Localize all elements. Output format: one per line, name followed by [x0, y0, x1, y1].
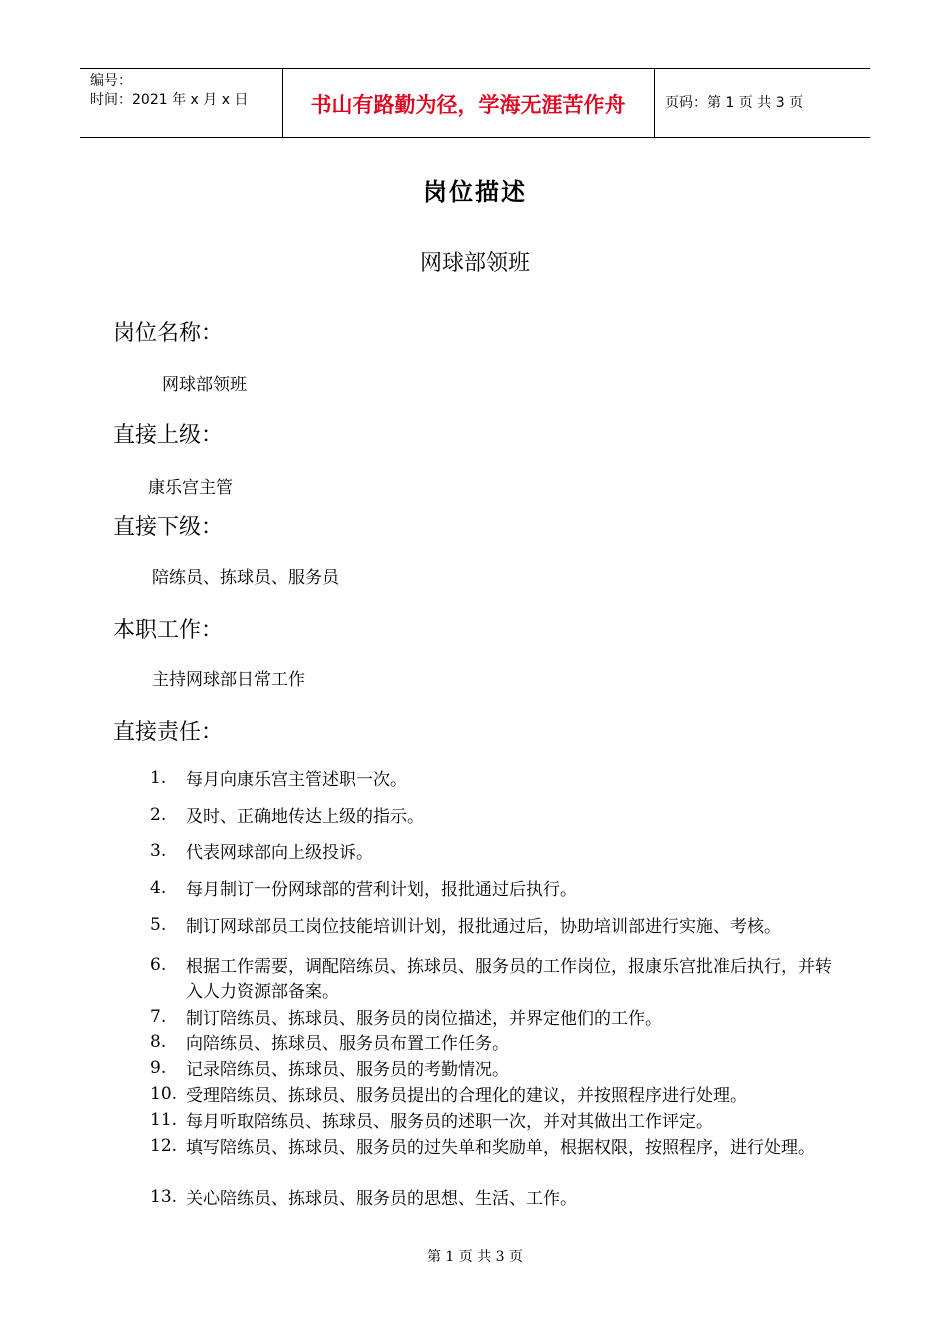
header-cell-page [655, 69, 870, 137]
position-name-value: 网球部领班 [162, 375, 247, 395]
item-text: 每月向康乐宫主管述职一次。 [186, 770, 407, 790]
item-number: 9. [150, 1058, 167, 1078]
item-text: 关心陪练员、拣球员、服务员的思想、生活、工作。 [186, 1189, 577, 1209]
item-number: 3. [150, 841, 167, 861]
item-number: 8. [150, 1032, 167, 1052]
header-page-info: 页码：第 1 页 共 3 页 [665, 95, 804, 111]
item-number: 6. [150, 955, 167, 975]
section-heading-position-name: 岗位名称： [113, 321, 224, 346]
item-number: 11. [150, 1110, 178, 1130]
item-text: 根据工作需要，调配陪练员、拣球员、服务员的工作岗位，报康乐宫批准后执行，并转入人力资源部备案。 [186, 957, 832, 1002]
section-heading-main-work: 本职工作： [113, 618, 224, 643]
main-work-value: 主持网球部日常工作 [152, 670, 305, 690]
item-text: 向陪练员、拣球员、服务员布置工作任务。 [186, 1034, 509, 1054]
page-footer: 第 1 页 共 3 页 [426, 1249, 524, 1265]
page-title: 岗位描述 [423, 178, 527, 206]
item-text: 制订陪练员、拣球员、服务员的岗位描述，并界定他们的工作。 [186, 1009, 662, 1029]
item-number: 2. [150, 805, 167, 825]
item-number: 7. [150, 1007, 167, 1027]
item-number: 1. [150, 768, 167, 788]
direct-superior-value: 康乐宫主管 [148, 478, 233, 498]
section-heading-direct-subordinate: 直接下级： [113, 515, 224, 540]
item-text: 每月制订一份网球部的营利计划，报批通过后执行。 [186, 880, 577, 900]
item-text: 填写陪练员、拣球员、服务员的过失单和奖励单，根据权限，按照程序，进行处理。 [186, 1138, 815, 1158]
header-table [80, 68, 870, 138]
section-heading-duties: 直接责任： [113, 720, 224, 745]
section-heading-direct-superior: 直接上级： [113, 423, 224, 448]
date-line: 时间：2021 年 x 月 x 日 [90, 92, 249, 108]
item-text: 每月听取陪练员、拣球员、服务员的述职一次，并对其做出工作评定。 [186, 1112, 713, 1132]
item-text: 及时、正确地传达上级的指示。 [186, 807, 424, 827]
item-number: 10. [150, 1084, 178, 1104]
item-text: 记录陪练员、拣球员、服务员的考勤情况。 [186, 1060, 509, 1080]
header-cell-info [80, 69, 283, 137]
item-text: 制订网球部员工岗位技能培训计划，报批通过后，协助培训部进行实施、考核。 [186, 917, 781, 937]
item-text: 受理陪练员、拣球员、服务员提出的合理化的建议，并按照程序进行处理。 [186, 1086, 747, 1106]
item-number: 5. [150, 915, 167, 935]
item-text: 代表网球部向上级投诉。 [186, 843, 373, 863]
item-number: 13. [150, 1187, 178, 1207]
item-number: 12. [150, 1136, 178, 1156]
item-number: 4. [150, 878, 167, 898]
header-cell-motto [282, 69, 655, 137]
motto-text: 书山有路勤为径，学海无涯苦作舟 [310, 93, 626, 117]
direct-subordinate-value: 陪练员、拣球员、服务员 [152, 568, 339, 588]
page-subtitle: 网球部领班 [419, 251, 530, 276]
serial-label: 编号： [90, 73, 132, 89]
